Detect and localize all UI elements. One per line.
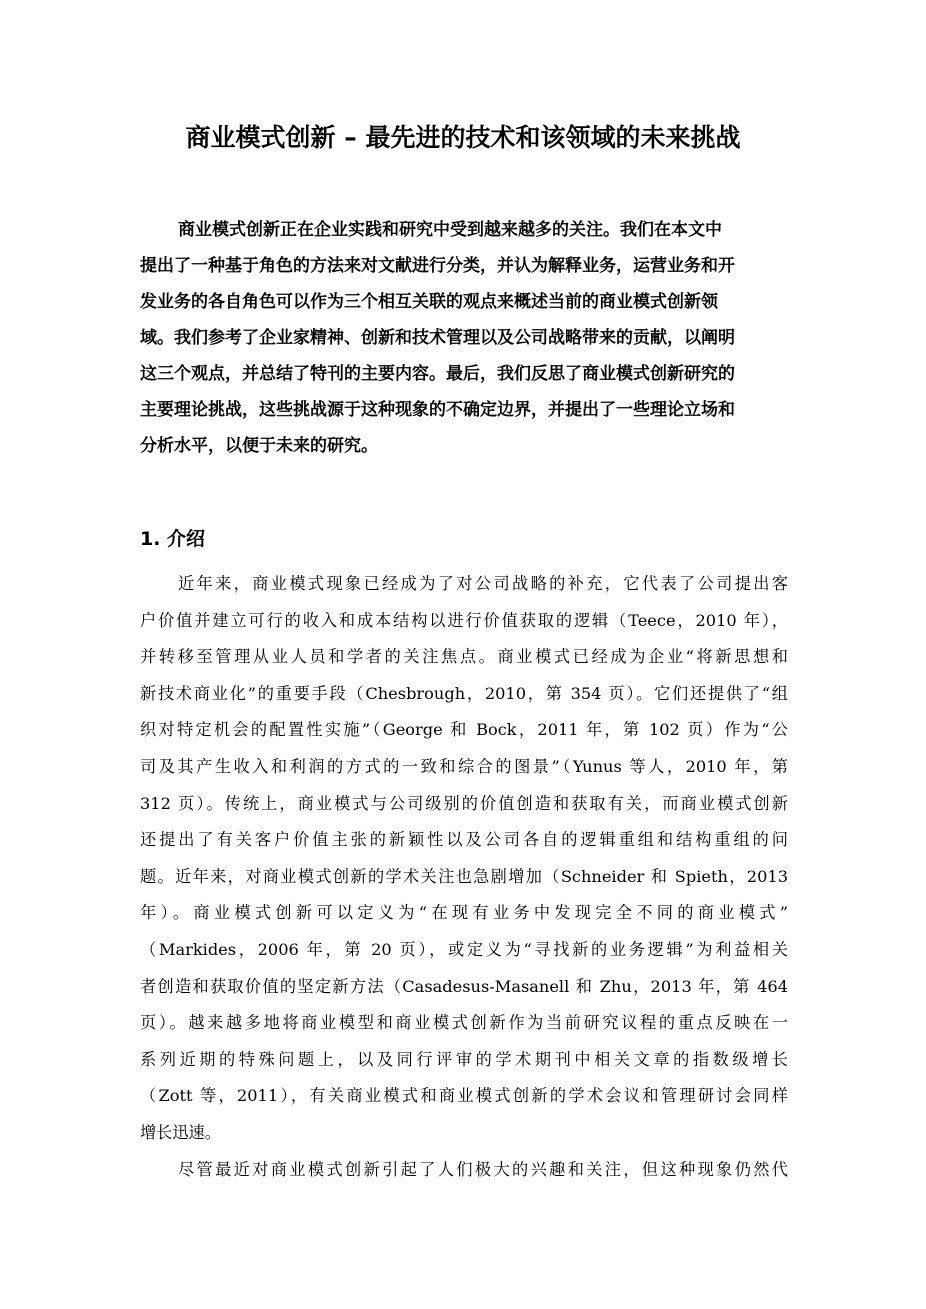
abstract-line: 发业务的各自角色可以作为三个相互关联的观点来概述当前的商业模式创新领 xyxy=(140,292,718,312)
body-line: 尽管最近对商业模式创新引起了人们极大的兴趣和关注，但这种现象仍然代 xyxy=(178,1159,788,1179)
body-line: （Zott 等，2011），有关商业模式和商业模式创新的学术会议和管理研讨会同样 xyxy=(140,1086,788,1106)
abstract-line: 主要理论挑战，这些挑战源于这种现象的不确定边界，并提出了一些理论立场和 xyxy=(140,400,735,420)
abstract-line: 分析水平，以便于未来的研究。 xyxy=(140,436,378,456)
body-line: （Markides，2006 年，第 20 页），或定义为“寻找新的业务逻辑”为利益相关 xyxy=(140,939,788,959)
body-line: 织对特定机会的配置性实施”（George 和 Bock，2011 年，第 102 页）作为“公 xyxy=(140,720,788,740)
body-line: 新技术商业化”的重要手段（Chesbrough，2010，第 354 页）。它们还提供了“组 xyxy=(140,683,788,703)
document-title: 商业模式创新 – 最先进的技术和该领域的未来挑战 xyxy=(185,123,741,152)
abstract-line: 提出了一种基于角色的方法来对文献进行分类，并认为解释业务，运营业务和开 xyxy=(140,256,735,276)
body-line: 户价值并建立可行的收入和成本结构以进行价值获取的逻辑（Teece，2010 年）， xyxy=(140,610,788,630)
abstract-line: 商业模式创新正在企业实践和研究中受到越来越多的关注。我们在本文中 xyxy=(178,220,722,240)
abstract-line: 这三个观点，并总结了特刊的主要内容。最后，我们反思了商业模式创新研究的 xyxy=(140,364,735,384)
body-line: 近年来，商业模式现象已经成为了对公司战略的补充，它代表了公司提出客 xyxy=(178,574,788,593)
body-line: 题。近年来，对商业模式创新的学术关注也急剧增加（Schneider 和 Spieth，2013 xyxy=(140,866,788,886)
body-text xyxy=(140,566,788,1188)
body-line: 者创造和获取价值的坚定新方法（Casadesus-Masanell 和 Zhu，2013 年，第 464 xyxy=(140,976,788,996)
body-line: 增长迅速。 xyxy=(140,1122,221,1142)
body-line: 312 页）。传统上，商业模式与公司级别的价值创造和获取有关，而商业模式创新 xyxy=(140,793,788,813)
abstract-line: 域。我们参考了企业家精神、创新和技术管理以及公司战略带来的贡献，以阐明 xyxy=(140,328,735,348)
body-line: 司及其产生收入和利润的方式的一致和综合的图景”（Yunus 等人，2010 年，第 xyxy=(140,756,788,776)
body-line: 系列近期的特殊问题上，以及同行评审的学术期刊中相关文章的指数级增长 xyxy=(140,1049,788,1069)
body-line: 年）。商业模式创新可以定义为“在现有业务中发现完全不同的商业模式” xyxy=(140,903,788,923)
body-line: 并转移至管理从业人员和学者的关注焦点。商业模式已经成为企业“将新思想和 xyxy=(140,647,788,667)
body-line: 页）。越来越多地将商业模型和商业模式创新作为当前研究议程的重点反映在一 xyxy=(140,1013,788,1033)
section-heading: 1. 介绍 xyxy=(140,528,206,550)
body-line: 还提出了有关客户价值主张的新颖性以及公司各自的逻辑重组和结构重组的问 xyxy=(140,830,788,850)
abstract xyxy=(140,212,788,464)
